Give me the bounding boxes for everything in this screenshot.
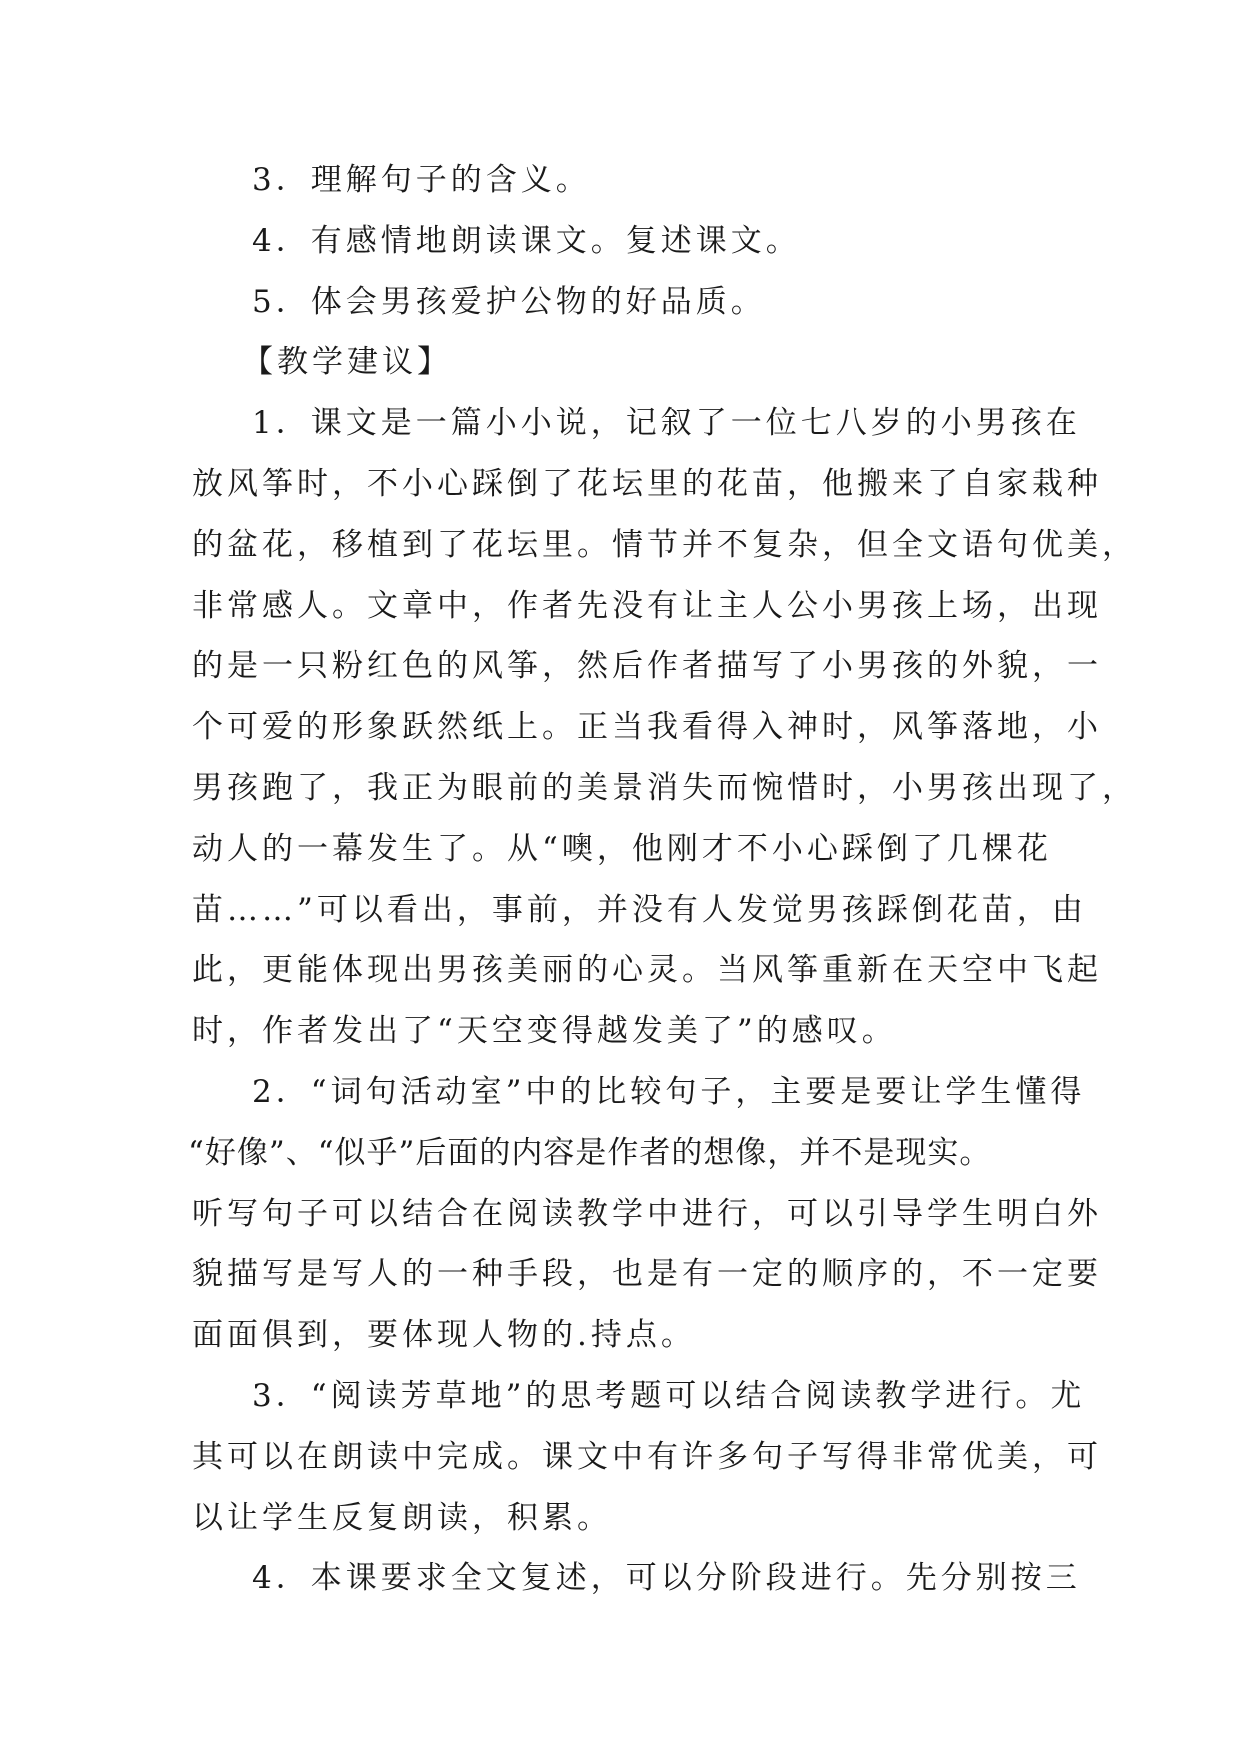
list-item-5: 5．体会男孩爱护公物的好品质。 bbox=[252, 283, 766, 320]
paragraph-1-line-5: 的是一只粉红色的风筝，然后作者描写了小男孩的外貌，一 bbox=[192, 648, 1102, 685]
paragraph-3-line-2: 其可以在朗读中完成。课文中有许多句子写得非常优美，可 bbox=[192, 1438, 1102, 1475]
paragraph-3-line-1: 3．“阅读芳草地”的思考题可以结合阅读教学进行。尤 bbox=[252, 1377, 1086, 1414]
paragraph-2-line-3: 听写句子可以结合在阅读教学中进行，可以引导学生明白外 bbox=[192, 1195, 1102, 1232]
paragraph-1-line-6: 个可爱的形象跃然纸上。正当我看得入神时，风筝落地，小 bbox=[192, 709, 1102, 746]
paragraph-1-line-3: 的盆花，移植到了花坛里。情节并不复杂，但全文语句优美， bbox=[192, 526, 1137, 563]
list-item-3: 3．理解句子的含义。 bbox=[252, 162, 591, 198]
paragraph-1-line-11: 时，作者发出了“天空变得越发美了”的感叹。 bbox=[192, 1013, 897, 1050]
list-item-4: 4．有感情地朗读课文。复述课文。 bbox=[252, 222, 801, 259]
paragraph-1-line-8: 动人的一幕发生了。从“噢，他刚才不小心踩倒了几棵花 bbox=[192, 830, 1052, 867]
section-heading: 【教学建议】 bbox=[242, 344, 452, 381]
paragraph-2-line-2: “好像”、“似乎”后面的内容是作者的想像，并不是现实。 bbox=[188, 1134, 992, 1171]
paragraph-1-line-4: 非常感人。文章中，作者先没有让主人公小男孩上场，出现 bbox=[192, 587, 1102, 624]
document-body bbox=[188, 150, 1137, 1609]
paragraph-1-line-2: 放风筝时，不小心踩倒了花坛里的花苗，他搬来了自家栽种 bbox=[192, 465, 1102, 502]
paragraph-1-line-1: 1．课文是一篇小小说，记叙了一位七八岁的小男孩在 bbox=[252, 405, 1081, 442]
paragraph-1-line-9: 苗……”可以看出，事前，并没有人发觉男孩踩倒花苗，由 bbox=[192, 891, 1087, 928]
paragraph-1-line-10: 此，更能体现出男孩美丽的心灵。当风筝重新在天空中飞起 bbox=[192, 952, 1102, 989]
paragraph-1-line-7: 男孩跑了，我正为眼前的美景消失而惋惜时，小男孩出现了， bbox=[192, 769, 1137, 806]
paragraph-2-line-4: 貌描写是写人的一种手段，也是有一定的顺序的，不一定要 bbox=[192, 1256, 1102, 1293]
paragraph-3-line-3: 以让学生反复朗读，积累。 bbox=[192, 1499, 612, 1536]
paragraph-2-line-1: 2．“词句活动室”中的比较句子，主要是要让学生懂得 bbox=[252, 1073, 1086, 1110]
paragraph-4-line-1: 4．本课要求全文复述，可以分阶段进行。先分别按三 bbox=[252, 1560, 1081, 1597]
paragraph-2-line-5: 面面俱到，要体现人物的.持点。 bbox=[192, 1317, 696, 1354]
